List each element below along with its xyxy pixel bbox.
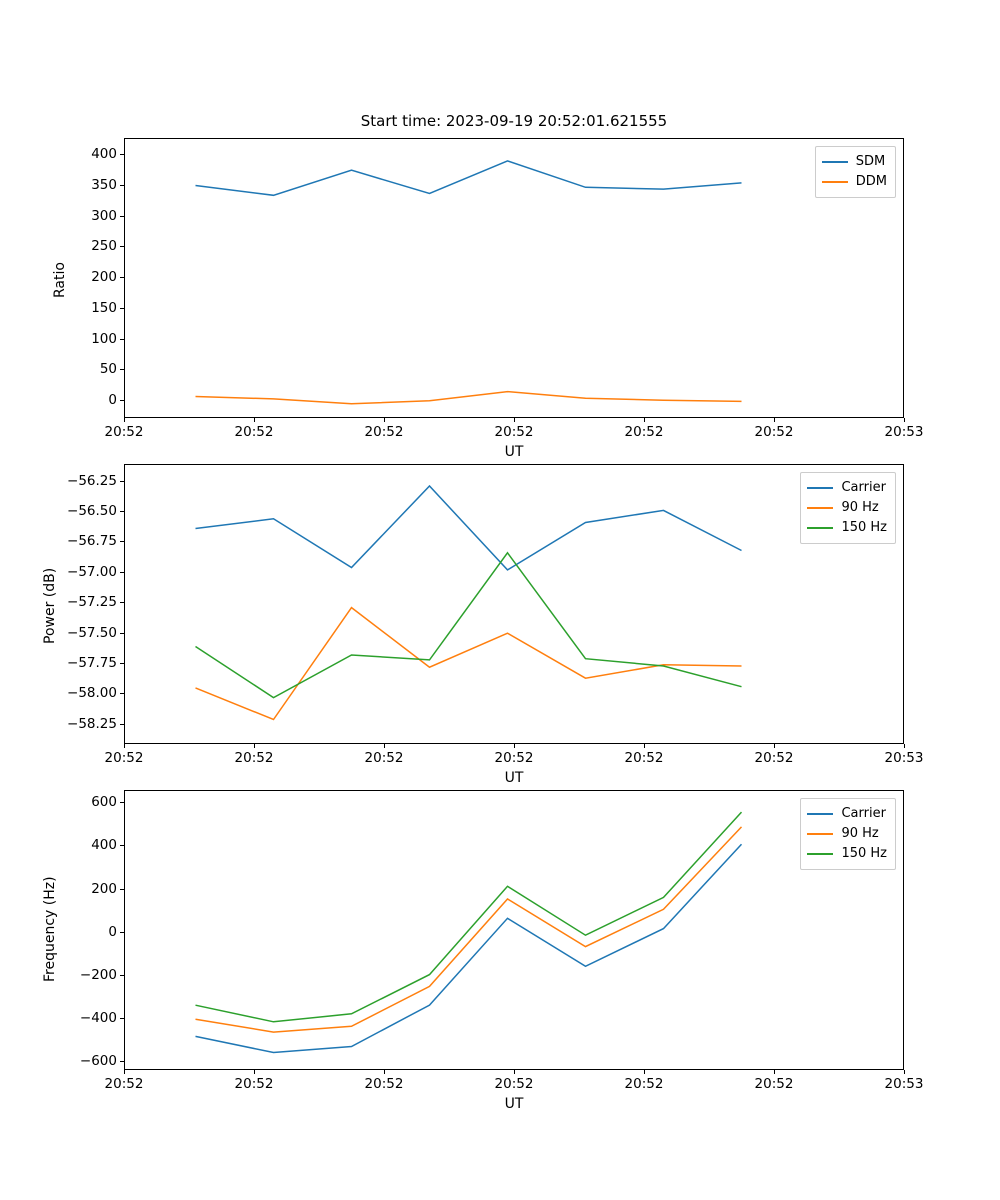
series-line-90hz: [196, 608, 742, 720]
xtick-label: 20:52: [364, 1076, 404, 1092]
xtick-label: 20:52: [104, 750, 144, 766]
legend-color-swatch: [807, 833, 833, 835]
ytick-label: −57.75: [67, 655, 117, 671]
ytick-label: −600: [79, 1052, 117, 1069]
ytick-label: 350: [91, 176, 117, 193]
y-axis-label: Frequency (Hz): [42, 876, 58, 982]
ytick-label: 200: [91, 880, 117, 897]
legend-item-label: DDM: [855, 174, 887, 190]
xtick-label: 20:53: [884, 424, 924, 440]
legend-item: [807, 844, 887, 864]
xtick-label: 20:52: [234, 1076, 274, 1092]
series-line-150hz: [196, 553, 742, 698]
ytick-label: −57.00: [67, 563, 117, 580]
ytick-label: 50: [99, 361, 117, 378]
xtick-label: 20:52: [364, 424, 404, 440]
ytick-label: −57.50: [67, 624, 117, 641]
data-lines-ratio: [124, 138, 904, 418]
ytick-label: 300: [91, 207, 117, 224]
ytick-label: −56.50: [67, 503, 117, 519]
panel-frequency: [42, 790, 924, 1112]
ytick-label: −56.75: [67, 533, 117, 550]
xtick-label: 20:52: [494, 424, 534, 440]
legend-item-label: SDM: [855, 154, 886, 169]
ytick-label: −56.25: [67, 472, 117, 489]
series-line-sdm: [196, 161, 742, 195]
legend-item-label: Carrier: [841, 806, 886, 821]
legend-item-label: Carrier: [841, 480, 886, 495]
xtick-label: 20:52: [494, 1076, 534, 1092]
ytick-label: 400: [91, 837, 117, 854]
legend-item: [807, 518, 887, 538]
xtick-label: 20:52: [104, 1076, 144, 1092]
legend-item: [822, 172, 887, 192]
ytick-label: −200: [79, 966, 117, 983]
legend-item-label: 150 Hz: [841, 520, 887, 536]
legend-color-swatch: [807, 527, 833, 529]
legend-item-label: 150 Hz: [841, 846, 887, 862]
xtick-label: 20:53: [884, 750, 924, 766]
panel-power: [42, 464, 924, 786]
legend-color-swatch: [807, 813, 833, 815]
ytick-label: −57.25: [67, 594, 117, 611]
legend-color-swatch: [807, 507, 833, 509]
legend-item: [822, 152, 887, 172]
xtick-label: 20:52: [754, 424, 794, 440]
ytick-label: 150: [91, 299, 117, 316]
ytick-label: 400: [91, 146, 117, 163]
ytick-label: −58.25: [67, 715, 117, 732]
legend-item-label: 90 Hz: [841, 826, 879, 842]
legend-power: [800, 472, 896, 544]
legend-item: [807, 478, 887, 498]
series-line-ddm: [196, 392, 742, 404]
series-line-carrier: [196, 486, 742, 570]
page-title: Start time: 2023-09-19 20:52:01.621555: [360, 112, 668, 130]
xtick-label: 20:52: [234, 424, 274, 440]
xtick-label: 20:52: [624, 1076, 664, 1092]
xtick-label: 20:52: [234, 750, 274, 766]
ytick-label: 600: [91, 794, 117, 811]
data-lines-power: [124, 464, 904, 744]
y-axis-label: Ratio: [52, 262, 68, 298]
xtick-label: 20:52: [624, 424, 664, 440]
ytick-label: 100: [91, 330, 117, 347]
x-axis-label: UT: [504, 770, 524, 786]
x-axis-label: UT: [504, 1096, 524, 1112]
xtick-label: 20:52: [494, 750, 534, 766]
legend-frequency: [800, 798, 896, 870]
ytick-label: 0: [108, 392, 117, 409]
xtick-label: 20:52: [104, 424, 144, 440]
legend-ratio: [815, 146, 896, 198]
legend-color-swatch: [822, 181, 848, 183]
legend-color-swatch: [807, 853, 833, 855]
y-axis-label: Power (dB): [42, 567, 58, 644]
ytick-label: −58.00: [67, 685, 117, 702]
data-lines-frequency: [124, 790, 904, 1070]
ytick-label: 200: [91, 269, 117, 286]
xtick-label: 20:52: [754, 1076, 794, 1092]
legend-item: [807, 824, 887, 844]
legend-item: [807, 498, 887, 518]
xtick-label: 20:52: [624, 750, 664, 766]
legend-color-swatch: [807, 487, 833, 489]
x-axis-label: UT: [504, 444, 524, 460]
panel-ratio: [52, 112, 924, 460]
xtick-label: 20:53: [884, 1076, 924, 1092]
ytick-label: 0: [108, 923, 117, 940]
legend-item: [807, 804, 887, 824]
legend-color-swatch: [822, 161, 848, 163]
xtick-label: 20:52: [754, 750, 794, 766]
series-line-150hz: [196, 812, 742, 1022]
ytick-label: 250: [91, 238, 117, 255]
legend-item-label: 90 Hz: [841, 500, 879, 516]
xtick-label: 20:52: [364, 750, 404, 766]
ytick-label: −400: [79, 1009, 117, 1026]
